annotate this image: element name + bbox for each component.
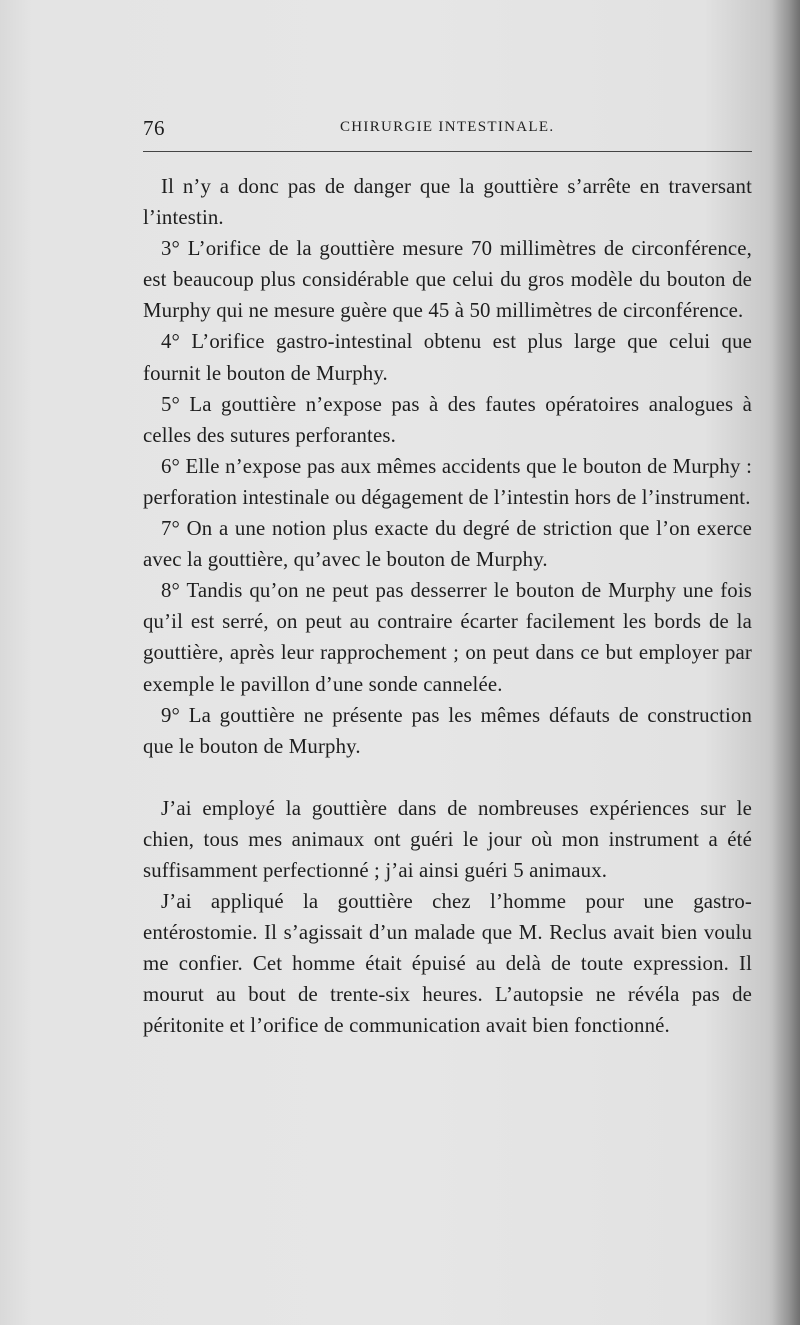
paragraph-experiments: J’ai employé la gouttière dans de nombreuses expériences sur le chien, tous mes animaux ont guéri le jour où mon instrument a été suffisamment perfectionné ; j’ai ainsi guéri 5 animaux.: [143, 796, 752, 882]
paragraph-point-4: 4° L’orifice gastro-intestinal obtenu est plus large que celui que fournit le bouton de Murphy.: [143, 330, 752, 385]
body-text: [143, 171, 752, 1042]
paragraph-clinical-case: J’ai appliqué la gouttière chez l’homme pour une gastro-entérostomie. Il s’agissait d’un malade que M. Reclus avait bien voulu me confier. Cet homme était épuisé au delà de toute expression. Il mourut au bout de trente-six heures. L’autopsie ne révéla pas de péritonite et l’orifice de communication avait bien fonctionné.: [143, 890, 752, 1038]
page-header: [143, 116, 752, 146]
paragraph-point-7: 7° On a une notion plus exacte du degré de striction que l’on exerce avec la gouttière, qu’avec le bouton de Murphy.: [143, 517, 752, 572]
running-title: CHIRURGIE INTESTINALE.: [340, 119, 555, 135]
paragraph-point-6: 6° Elle n’expose pas aux mêmes accidents que le bouton de Murphy : perforation intestinale ou dégagement de l’intestin hors de l’instrument.: [143, 454, 752, 509]
paragraph-point-3: 3° L’orifice de la gouttière mesure 70 millimètres de circonférence, est beaucoup plus considérable que celui du gros modèle du bouton de Murphy qui ne mesure guère que 45 à 50 millimètres de circonférence.: [143, 237, 752, 323]
paragraph-point-9: 9° La gouttière ne présente pas les mêmes défauts de construction que le bouton de Murphy.: [143, 703, 752, 758]
paragraph-intro: Il n’y a donc pas de danger que la gouttière s’arrête en traversant l’intestin.: [143, 175, 752, 230]
header-rule: [143, 151, 752, 152]
paragraph-point-8: 8° Tandis qu’on ne peut pas desserrer le bouton de Murphy une fois qu’il est serré, on peut au contraire écarter facilement les bords de la gouttière, après leur rapprochement ; on peut dans ce but employer par exemple le pavillon d’une sonde cannelée.: [143, 579, 752, 696]
paragraph-point-5: 5° La gouttière n’expose pas à des fautes opératoires analogues à celles des sutures perforantes.: [143, 392, 752, 447]
page-number: 76: [143, 116, 165, 140]
